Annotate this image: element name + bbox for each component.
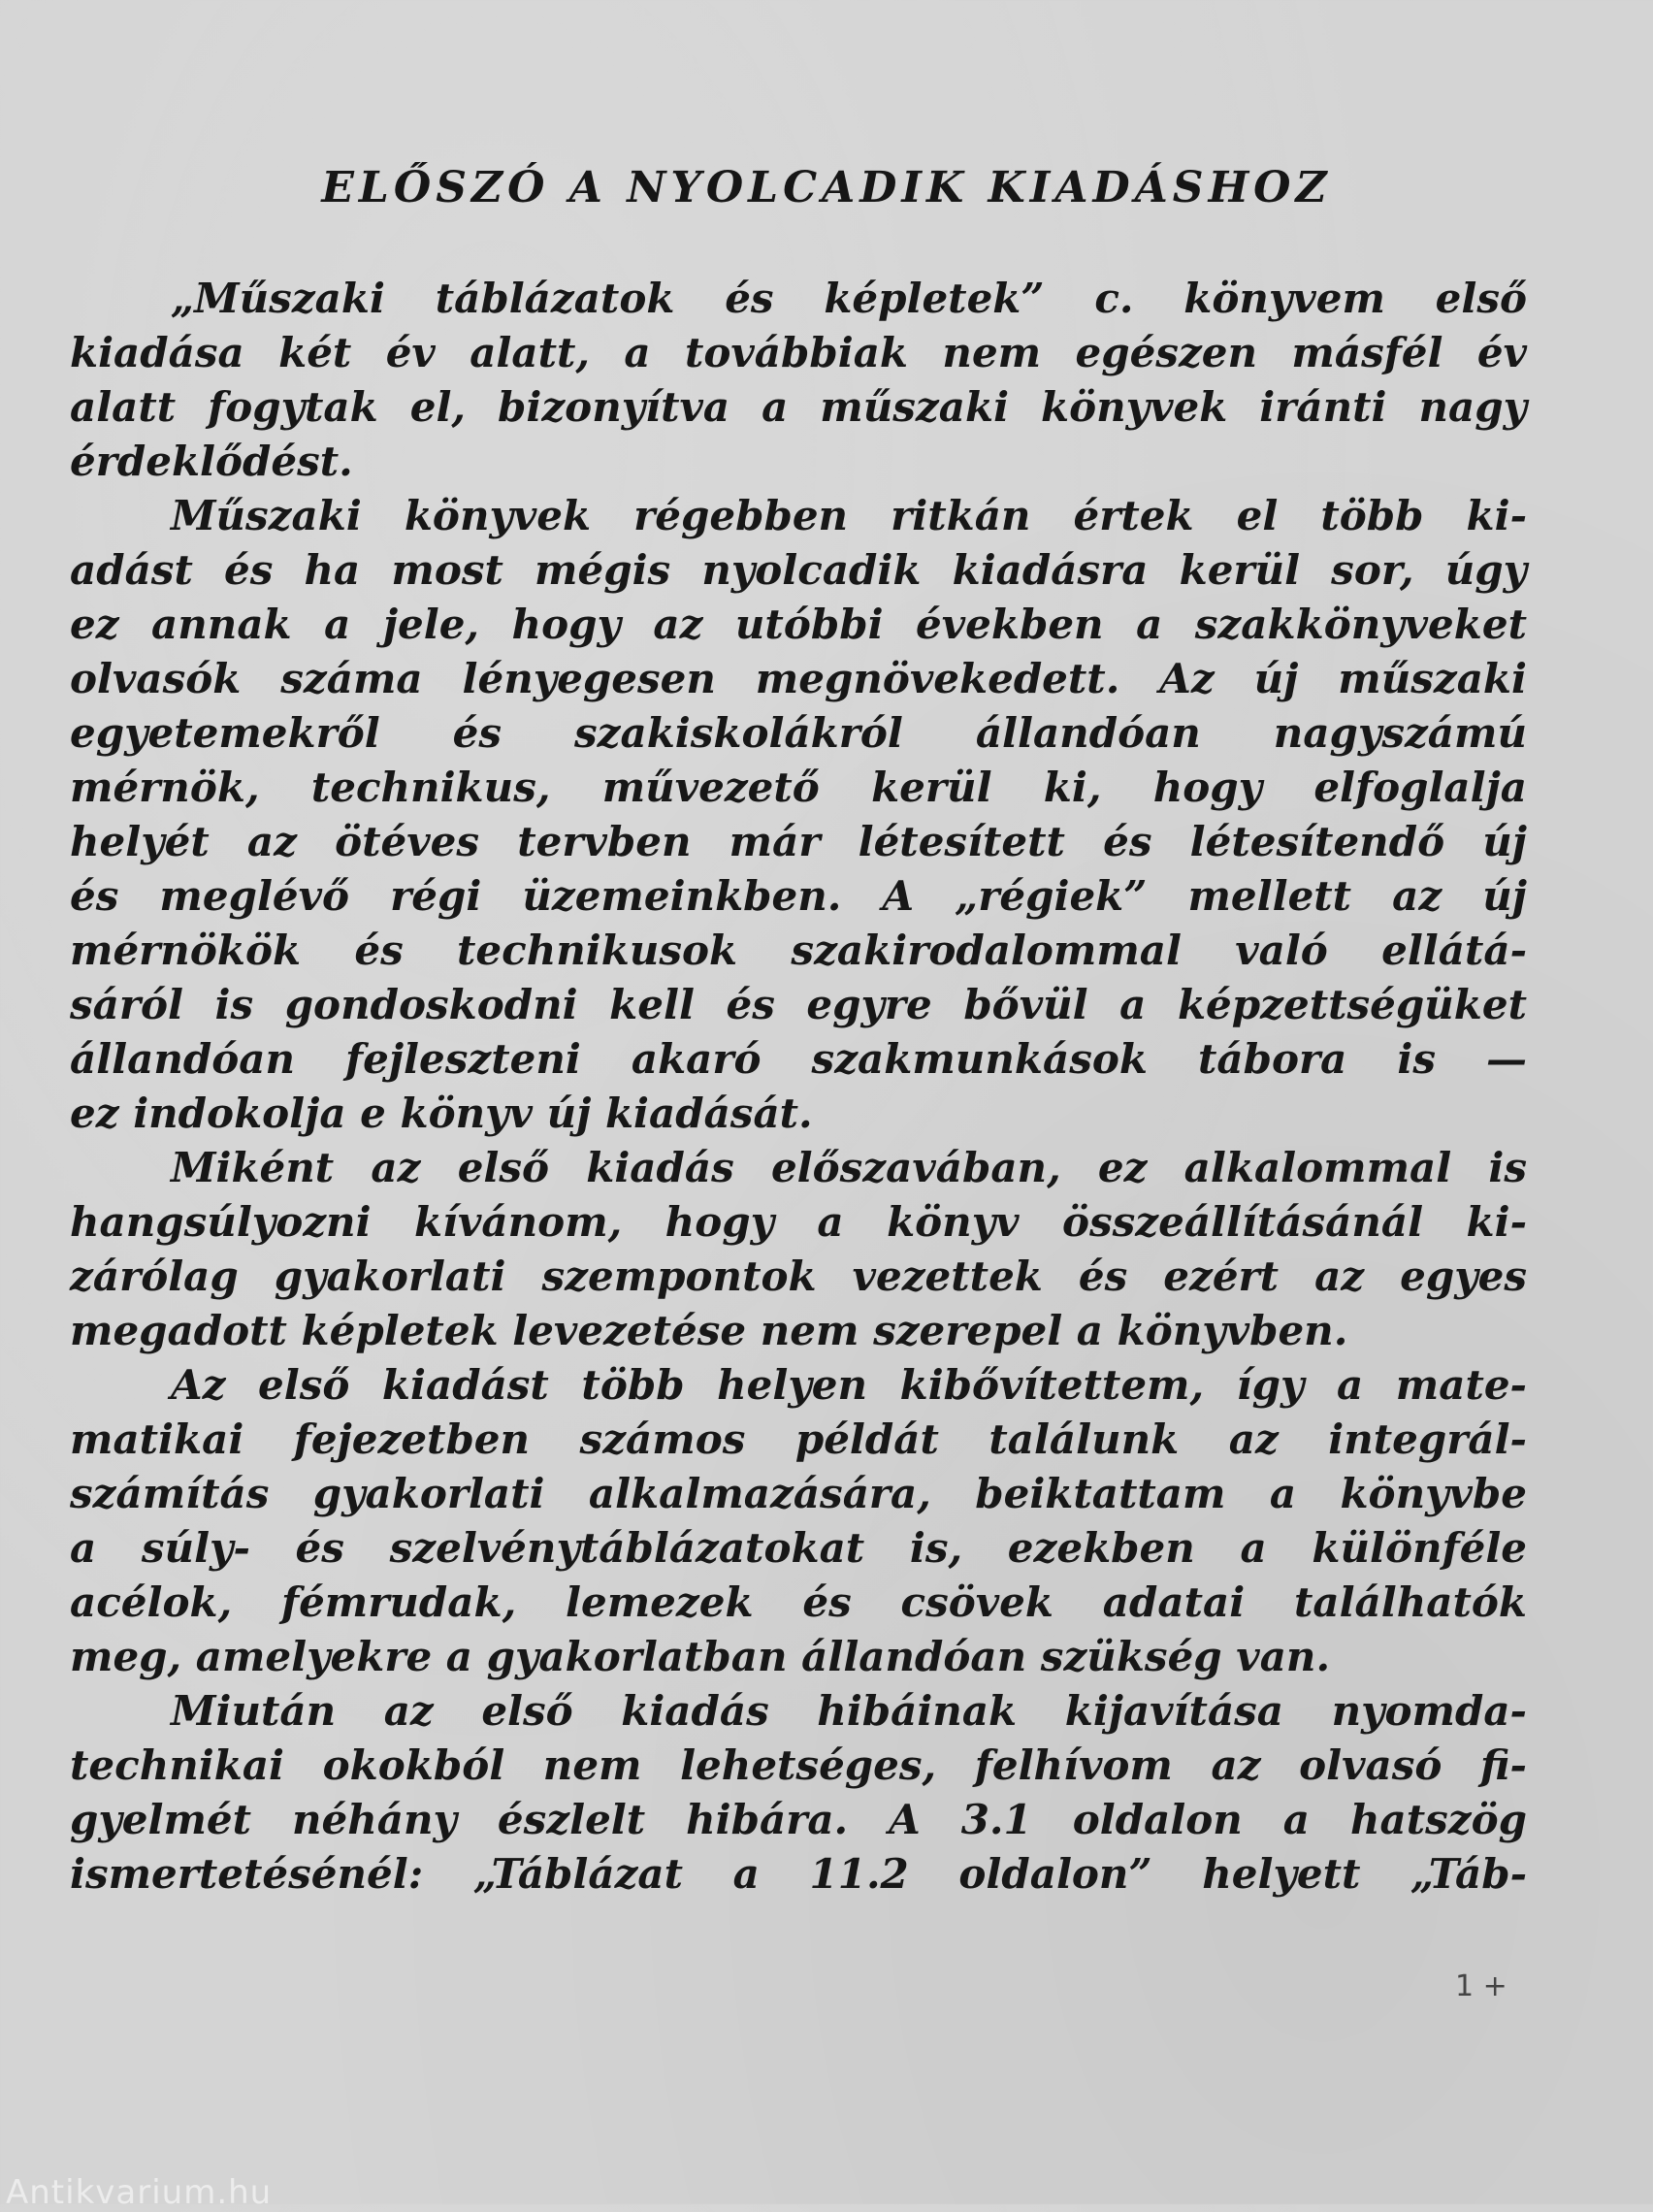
text-line: állandóan fejleszteni akaró szakmunkások tábora is — (70, 1035, 1527, 1083)
text-line: acélok, fémrudak, lemezek és csövek adatai találhatók (70, 1578, 1527, 1626)
text-line: Az első kiadást több helyen kibővítettem, így a mate- (171, 1361, 1527, 1409)
footer-mark: 1 + (1455, 1969, 1507, 2003)
text-line: a súly- és szelvénytáblázatokat is, ezekben a különféle (70, 1524, 1527, 1572)
preface-body (70, 272, 1527, 1902)
text-line: kiadása két év alatt, a továbbiak nem egészen másfél év (70, 329, 1527, 376)
text-line: és meglévő régi üzemeinkben. A „régiek” mellett az új (70, 872, 1527, 920)
text-line: gyelmét néhány észlelt hibára. A 3.1 oldalon a hatszög (70, 1796, 1527, 1843)
text-line: „Műszaki táblázatok és képletek” c. könyvem első (171, 275, 1527, 322)
text-line: megadott képletek levezetése nem szerepel a könyvben. (70, 1307, 1348, 1354)
text-line: mérnök, technikus, művezető kerül ki, hogy elfoglalja (70, 764, 1527, 811)
text-line: ismertetésénél: „Táblázat a 11.2 oldalon” helyett „Táb- (70, 1850, 1527, 1898)
text-line: Miként az első kiadás előszavában, ez alkalommal is (171, 1144, 1527, 1191)
text-line: egyetemekről és szakiskolákról állandóan nagyszámú (70, 709, 1527, 757)
text-line: adást és ha most mégis nyolcadik kiadásra kerül sor, úgy (70, 546, 1527, 594)
text-line: alatt fogytak el, bizonyítva a műszaki könyvek iránti nagy (70, 383, 1527, 431)
text-line: sáról is gondoskodni kell és egyre bővül a képzettségüket (70, 981, 1527, 1028)
text-line: érdeklődést. (70, 438, 353, 485)
text-line: hangsúlyozni kívánom, hogy a könyv összeállításánál ki- (70, 1198, 1527, 1246)
text-line: Miután az első kiadás hibáinak kijavítása nyomda- (171, 1687, 1527, 1735)
text-line: helyét az ötéves tervben már létesített és létesítendő új (70, 818, 1527, 865)
text-line: meg, amelyekre a gyakorlatban állandóan szükség van. (70, 1633, 1331, 1680)
text-line: számítás gyakorlati alkalmazására, beiktattam a könyvbe (70, 1470, 1527, 1517)
text-line: olvasók száma lényegesen megnövekedett. Az új műszaki (70, 655, 1527, 702)
text-line: technikai okokból nem lehetséges, felhívom az olvasó fi- (70, 1741, 1527, 1789)
text-line: ez indokolja e könyv új kiadását. (70, 1090, 813, 1137)
text-line: ez annak a jele, hogy az utóbbi években a szakkönyveket (70, 601, 1527, 648)
text-line: mérnökök és technikusok szakirodalommal való ellátá- (70, 927, 1527, 974)
text-line: Műszaki könyvek régebben ritkán értek el több ki- (171, 492, 1527, 539)
text-line: matikai fejezetben számos példát találunk az integrál- (70, 1415, 1527, 1463)
page-title: ELŐSZÓ A NYOLCADIK KIADÁSHOZ (321, 163, 1332, 212)
watermark: Antikvarium.hu (6, 2173, 273, 2212)
text-line: zárólag gyakorlati szempontok vezettek és ezért az egyes (70, 1252, 1527, 1300)
